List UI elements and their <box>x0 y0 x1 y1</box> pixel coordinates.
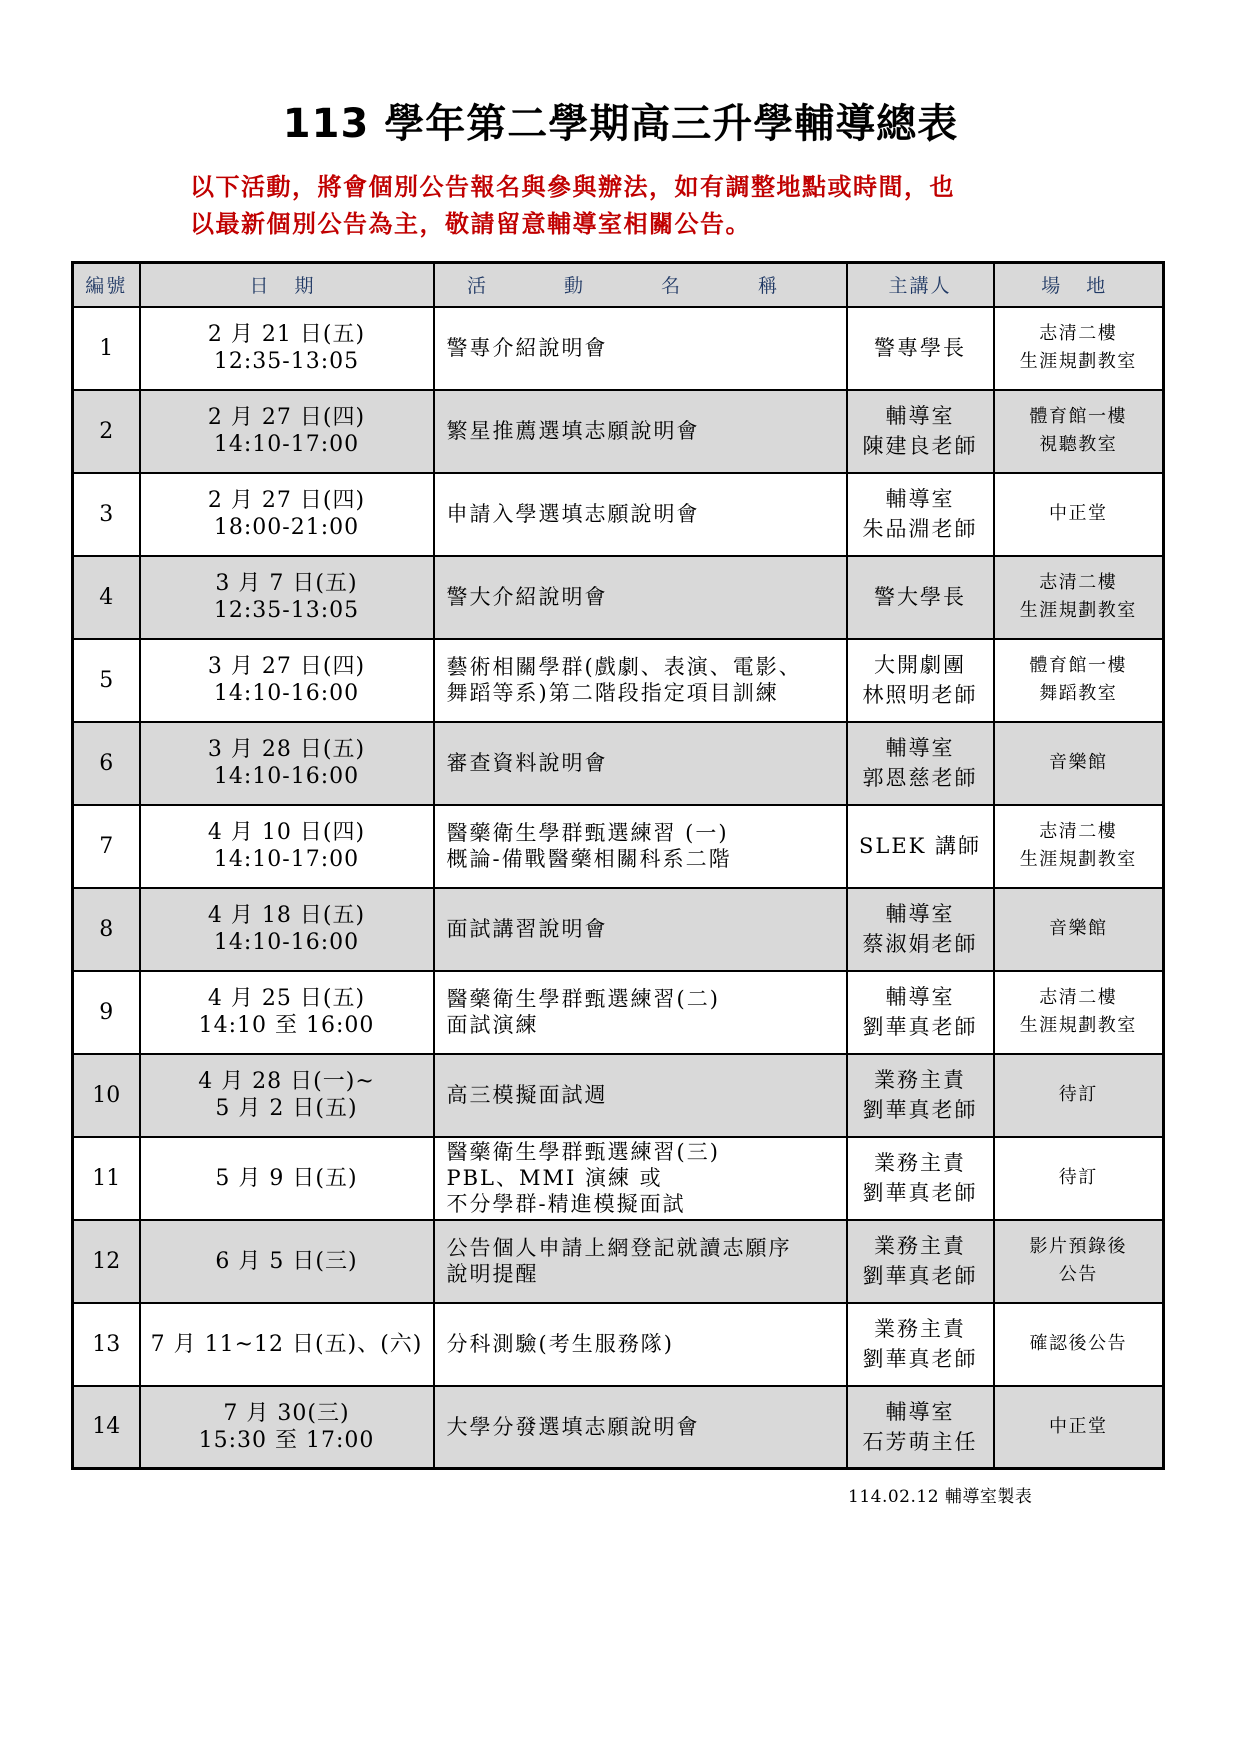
table-body <box>73 307 1164 1469</box>
footer-note: 114.02.12 輔導室製表 <box>848 1487 1033 1507</box>
row-speaker-line: 劉華真老師 <box>862 1098 978 1122</box>
row-date <box>140 722 434 805</box>
row-venue <box>994 1220 1164 1303</box>
row-date-line: 12:35-13:05 <box>213 598 360 623</box>
header-no: 編號 <box>73 263 140 307</box>
row-date-line: 3 月 27 日(四) <box>207 654 366 679</box>
row-activity-line: 藝術相關學群(戲劇、表演、電影、 <box>446 655 802 679</box>
row-date <box>140 473 434 556</box>
row-date <box>140 1303 434 1386</box>
row-venue-line: 生涯規劃教室 <box>1019 849 1137 870</box>
row-venue-line: 待訂 <box>1058 1167 1098 1188</box>
row-activity-line: 警專介紹說明會 <box>446 336 608 360</box>
row-venue-line: 確認後公告 <box>1029 1333 1127 1354</box>
row-venue-line: 視聽教室 <box>1039 434 1118 455</box>
row-number: 11 <box>73 1137 140 1220</box>
row-venue <box>994 971 1164 1054</box>
row-venue-line: 生涯規劃教室 <box>1019 1015 1137 1036</box>
row-speaker <box>847 1137 994 1220</box>
row-date <box>140 1137 434 1220</box>
header-venue: 場 地 <box>994 263 1164 307</box>
row-number: 13 <box>73 1303 140 1386</box>
row-activity-line: 不分學群-精進模擬面試 <box>446 1192 686 1216</box>
table-row <box>73 1137 1164 1220</box>
row-speaker-line: 郭恩慈老師 <box>862 766 978 790</box>
table-row <box>73 473 1164 556</box>
row-venue <box>994 722 1164 805</box>
row-activity-line: 高三模擬面試週 <box>446 1083 608 1107</box>
row-activity <box>434 971 847 1054</box>
notice-line-2: 以最新個別公告為主，敬請留意輔導室相關公告。 <box>190 209 751 238</box>
row-date <box>140 1220 434 1303</box>
table-row <box>73 888 1164 971</box>
row-date-line: 5 月 9 日(五) <box>215 1165 358 1191</box>
row-date-line: 2 月 27 日(四) <box>207 405 366 430</box>
row-venue-line: 音樂館 <box>1049 918 1108 939</box>
row-date-line: 3 月 28 日(五) <box>207 737 366 762</box>
row-date-line: 12:35-13:05 <box>213 349 360 374</box>
row-venue-line: 志清二樓 <box>1039 987 1118 1008</box>
row-date-line: 4 月 18 日(五) <box>207 903 366 928</box>
row-activity <box>434 390 847 473</box>
row-date-line: 5 月 2 日(五) <box>215 1096 358 1121</box>
row-activity-line: 繁星推薦選填志願說明會 <box>446 419 700 443</box>
row-activity <box>434 307 847 390</box>
row-date-line: 18:00-21:00 <box>213 515 360 540</box>
row-speaker-line: SLEK 講師 <box>858 834 982 858</box>
row-date-line: 3 月 7 日(五) <box>215 571 358 596</box>
table-row <box>73 307 1164 390</box>
table-header-row <box>73 263 1164 307</box>
row-number: 1 <box>73 307 140 390</box>
table-row <box>73 390 1164 473</box>
row-speaker <box>847 971 994 1054</box>
row-activity <box>434 1303 847 1386</box>
row-speaker-line: 石芳萌主任 <box>862 1429 978 1454</box>
row-activity-line: 警大介紹說明會 <box>446 585 608 609</box>
row-speaker-line: 陳建良老師 <box>862 434 978 458</box>
row-activity <box>434 473 847 556</box>
row-speaker-line: 警大學長 <box>874 585 966 609</box>
row-venue-line: 志清二樓 <box>1039 323 1118 344</box>
row-number: 8 <box>73 888 140 971</box>
row-activity-line: 說明提醒 <box>446 1262 539 1286</box>
row-speaker <box>847 805 994 888</box>
table-row <box>73 639 1164 722</box>
row-speaker <box>847 473 994 556</box>
row-activity <box>434 805 847 888</box>
row-venue <box>994 1054 1164 1137</box>
row-venue <box>994 639 1164 722</box>
row-activity <box>434 1220 847 1303</box>
row-date-line: 2 月 21 日(五) <box>207 322 366 347</box>
row-venue <box>994 805 1164 888</box>
row-date-line: 14:10-16:00 <box>213 764 360 789</box>
row-speaker-line: 劉華真老師 <box>862 1181 978 1205</box>
row-speaker-line: 業務主責 <box>874 1068 966 1092</box>
row-speaker-line: 輔導室 <box>885 736 955 760</box>
row-activity-line: 大學分發選填志願說明會 <box>446 1414 700 1439</box>
row-venue <box>994 307 1164 390</box>
row-venue-line: 體育館一樓 <box>1029 406 1127 427</box>
row-venue-line: 體育館一樓 <box>1029 655 1127 676</box>
row-date-line: 6 月 5 日(三) <box>215 1248 358 1274</box>
row-date <box>140 805 434 888</box>
row-activity-line: PBL、MMI 演練 或 <box>446 1166 663 1190</box>
row-speaker-line: 劉華真老師 <box>862 1347 978 1371</box>
row-speaker <box>847 722 994 805</box>
header-date: 日 期 <box>140 263 434 307</box>
row-date <box>140 390 434 473</box>
row-activity-line: 醫藥衛生學群甄選練習(三) <box>446 1140 720 1164</box>
row-speaker <box>847 1054 994 1137</box>
row-activity-line: 分科測驗(考生服務隊) <box>446 1332 674 1356</box>
row-speaker <box>847 390 994 473</box>
row-activity <box>434 1054 847 1137</box>
row-venue <box>994 1303 1164 1386</box>
row-venue-line: 中正堂 <box>1049 503 1108 524</box>
row-venue <box>994 1137 1164 1220</box>
row-speaker-line: 蔡淑娟老師 <box>862 932 978 956</box>
row-venue-line: 生涯規劃教室 <box>1019 600 1137 621</box>
row-speaker-line: 輔導室 <box>885 902 955 926</box>
row-venue-line: 音樂館 <box>1049 752 1108 773</box>
row-activity-line: 醫藥衛生學群甄選練習(二) <box>446 987 720 1011</box>
row-date-line: 14:10-17:00 <box>213 432 360 457</box>
row-speaker <box>847 1386 994 1469</box>
notice-line-1: 以下活動，將會個別公告報名與參與辦法，如有調整地點或時間，也 <box>190 172 955 201</box>
row-activity <box>434 1386 847 1469</box>
row-number: 5 <box>73 639 140 722</box>
row-venue <box>994 473 1164 556</box>
row-date <box>140 1386 434 1469</box>
table-row <box>73 1220 1164 1303</box>
row-date-line: 14:10-16:00 <box>213 681 360 706</box>
row-speaker-line: 輔導室 <box>885 404 955 428</box>
row-number: 7 <box>73 805 140 888</box>
table-row <box>73 971 1164 1054</box>
row-number: 12 <box>73 1220 140 1303</box>
row-number: 10 <box>73 1054 140 1137</box>
row-activity <box>434 556 847 639</box>
row-activity-line: 面試演練 <box>446 1013 539 1037</box>
row-activity <box>434 639 847 722</box>
row-venue <box>994 556 1164 639</box>
row-date <box>140 307 434 390</box>
row-venue-line: 志清二樓 <box>1039 572 1118 593</box>
row-speaker-line: 業務主責 <box>874 1234 966 1258</box>
row-speaker-line: 大開劇團 <box>874 653 966 677</box>
row-activity <box>434 1137 847 1220</box>
row-number: 2 <box>73 390 140 473</box>
row-speaker-line: 輔導室 <box>885 487 955 511</box>
row-date-line: 2 月 27 日(四) <box>207 488 366 513</box>
row-speaker-line: 輔導室 <box>885 985 955 1009</box>
row-activity-line: 醫藥衛生學群甄選練習 (一) <box>446 821 729 845</box>
row-activity-line: 面試講習說明會 <box>446 917 608 941</box>
row-date-line: 4 月 25 日(五) <box>207 986 366 1011</box>
row-date <box>140 1054 434 1137</box>
row-venue-line: 生涯規劃教室 <box>1019 351 1137 372</box>
row-activity-line: 審查資料說明會 <box>446 751 608 775</box>
row-speaker <box>847 1303 994 1386</box>
row-speaker-line: 輔導室 <box>885 1399 955 1424</box>
row-number: 9 <box>73 971 140 1054</box>
row-venue-line: 公告 <box>1058 1264 1098 1285</box>
header-speaker: 主講人 <box>847 263 994 307</box>
row-date-line: 15:30 至 17:00 <box>198 1427 375 1453</box>
row-number: 3 <box>73 473 140 556</box>
row-date-line: 7 月 11~12 日(五)、(六) <box>150 1331 423 1357</box>
row-activity-line: 概論-備戰醫藥相關科系二階 <box>446 847 732 871</box>
row-speaker <box>847 307 994 390</box>
row-number: 6 <box>73 722 140 805</box>
row-venue <box>994 390 1164 473</box>
page-title: 113 學年第二學期高三升學輔導總表 <box>282 101 959 147</box>
row-speaker-line: 林照明老師 <box>862 683 978 707</box>
row-venue-line: 志清二樓 <box>1039 821 1118 842</box>
table-row <box>73 1054 1164 1137</box>
row-speaker-line: 警專學長 <box>874 336 966 360</box>
table-row <box>73 805 1164 888</box>
row-activity <box>434 722 847 805</box>
row-speaker-line: 劉華真老師 <box>862 1264 978 1288</box>
row-date-line: 14:10 至 16:00 <box>198 1013 375 1038</box>
row-speaker <box>847 556 994 639</box>
table-row <box>73 722 1164 805</box>
row-speaker <box>847 639 994 722</box>
table-row <box>73 1386 1164 1469</box>
row-venue-line: 影片預錄後 <box>1029 1236 1127 1257</box>
row-venue-line: 舞蹈教室 <box>1039 683 1118 704</box>
row-date <box>140 556 434 639</box>
row-speaker <box>847 888 994 971</box>
schedule-table <box>71 261 1165 1470</box>
row-date-line: 4 月 28 日(一)~ <box>198 1069 375 1094</box>
row-date <box>140 971 434 1054</box>
row-speaker-line: 業務主責 <box>874 1151 966 1175</box>
row-date <box>140 888 434 971</box>
header-activity: 活 動 名 稱 <box>434 263 847 307</box>
row-venue <box>994 888 1164 971</box>
row-speaker-line: 業務主責 <box>874 1317 966 1341</box>
row-venue <box>994 1386 1164 1469</box>
row-activity <box>434 888 847 971</box>
row-date-line: 14:10-17:00 <box>213 847 360 872</box>
table-row <box>73 1303 1164 1386</box>
row-activity-line: 舞蹈等系)第二階段指定項目訓練 <box>446 681 779 705</box>
row-number: 4 <box>73 556 140 639</box>
row-speaker-line: 劉華真老師 <box>862 1015 978 1039</box>
row-speaker <box>847 1220 994 1303</box>
row-date <box>140 639 434 722</box>
row-venue-line: 中正堂 <box>1049 1415 1108 1437</box>
row-activity-line: 公告個人申請上網登記就讀志願序 <box>446 1236 792 1260</box>
row-date-line: 14:10-16:00 <box>213 930 360 955</box>
row-speaker-line: 朱品淵老師 <box>862 517 978 541</box>
table-row <box>73 556 1164 639</box>
row-date-line: 4 月 10 日(四) <box>207 820 366 845</box>
row-date-line: 7 月 30(三) <box>223 1400 350 1426</box>
notice-text <box>190 168 1090 242</box>
row-number: 14 <box>73 1386 140 1469</box>
row-venue-line: 待訂 <box>1058 1084 1098 1105</box>
row-activity-line: 申請入學選填志願說明會 <box>446 502 700 526</box>
